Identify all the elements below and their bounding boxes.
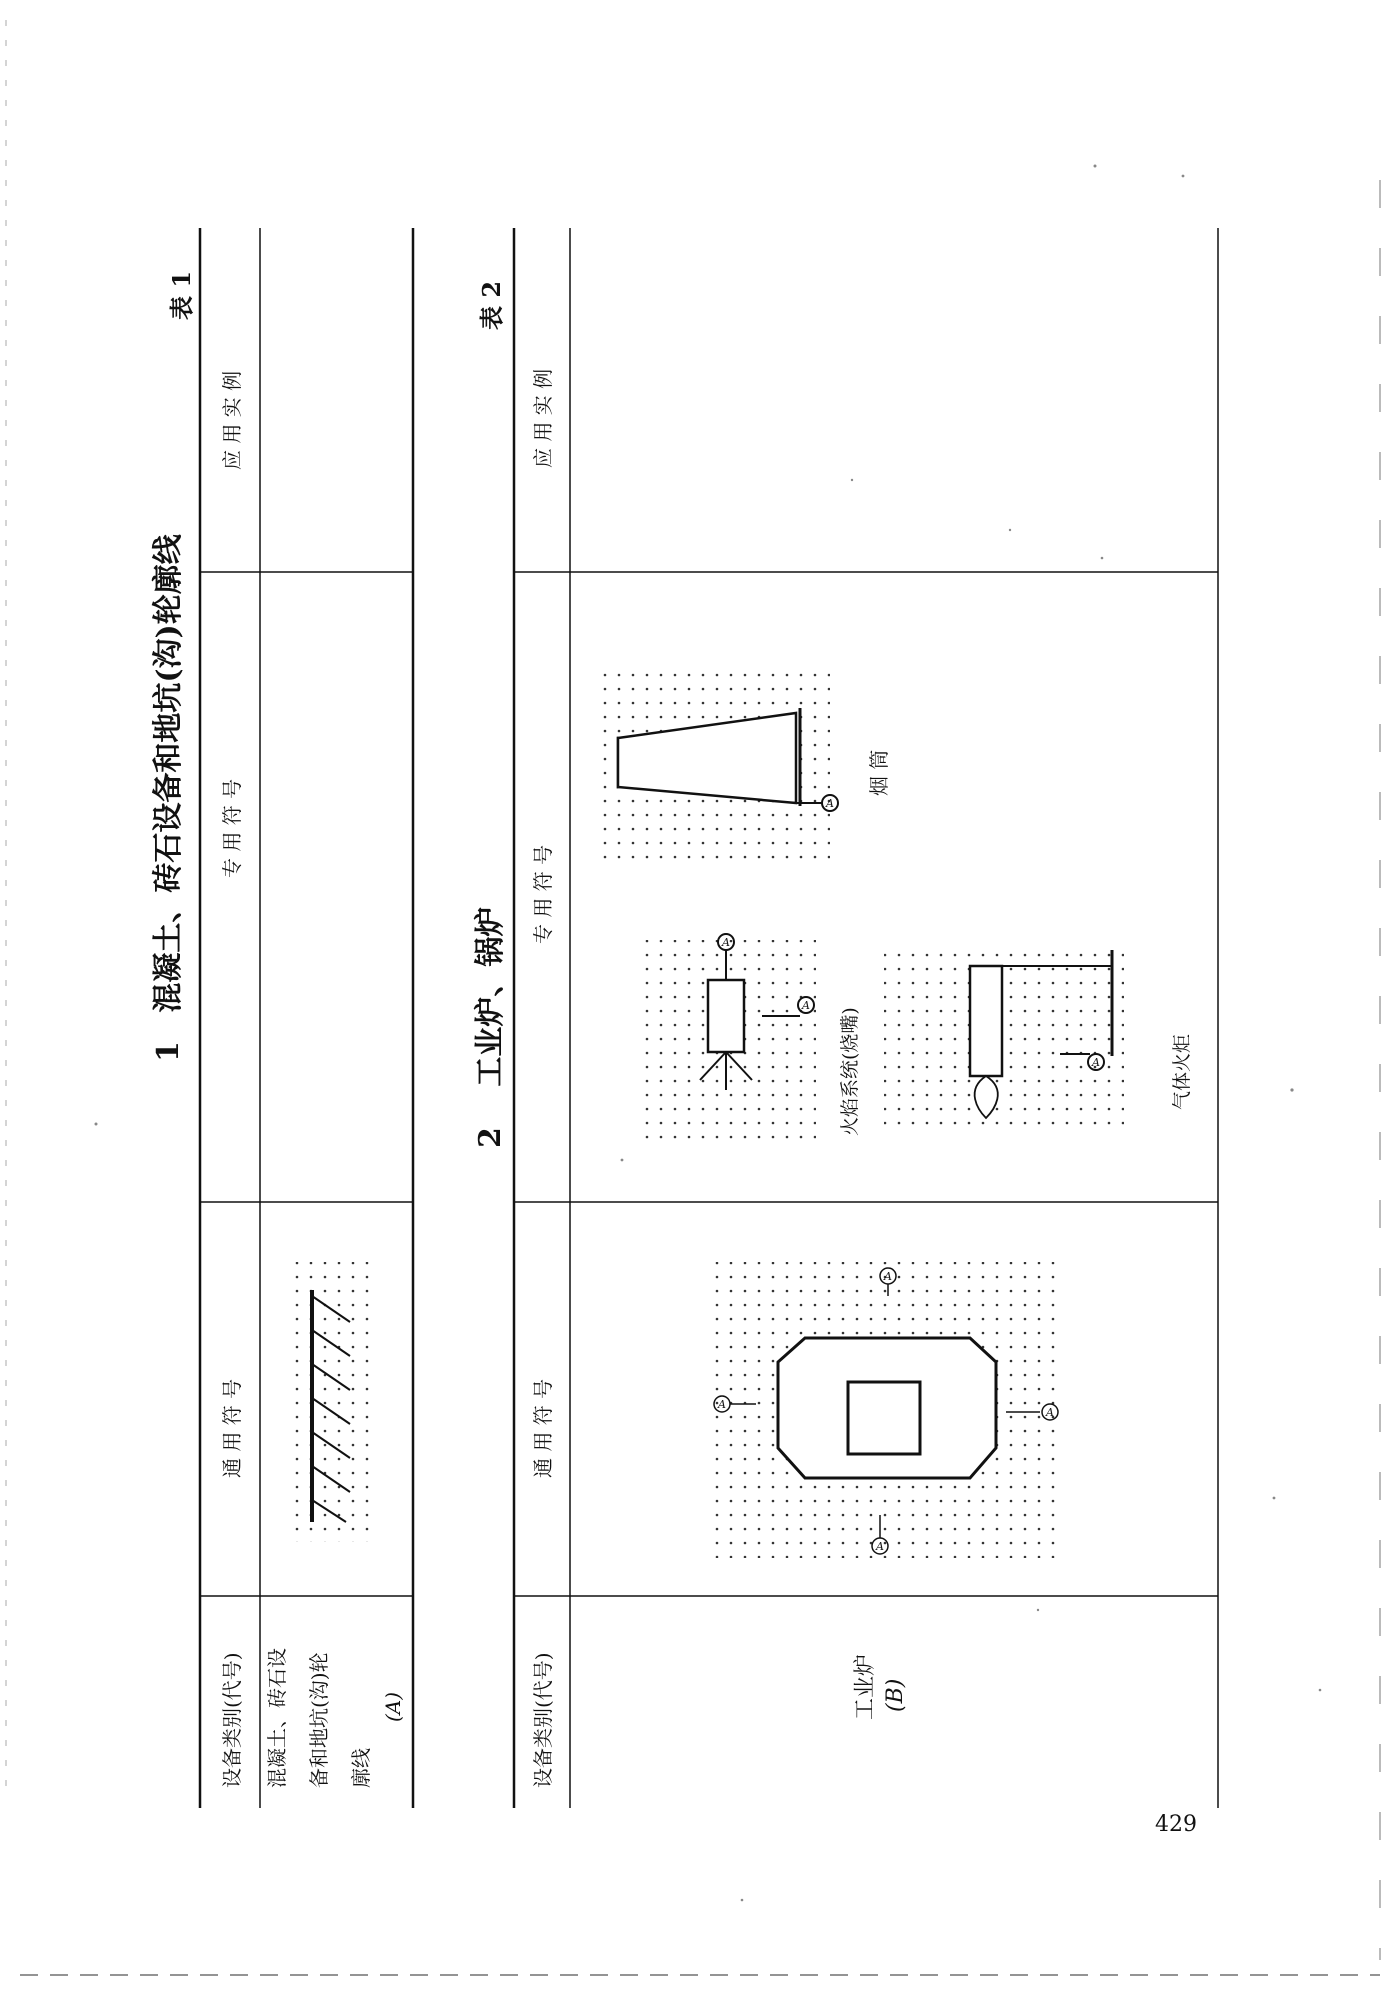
table-1-header-examples: 应 用 实 例 xyxy=(220,370,244,470)
marker-a-label: A xyxy=(718,1398,726,1411)
table-1-category-line-1: 混凝土、砖石设 xyxy=(265,1648,289,1788)
table-1-header-category: 设备类别(代号) xyxy=(220,1652,244,1788)
marker-a-label: A xyxy=(1046,1406,1054,1419)
chimney-symbol xyxy=(596,664,891,864)
table-1-category-line-2: 备和地坑(沟)轮 xyxy=(307,1652,331,1788)
table-2-header-special: 专 用 符 号 xyxy=(531,844,555,944)
table-1-label: 表 1 xyxy=(167,270,196,320)
table-1-header-general: 通 用 符 号 xyxy=(220,1378,244,1478)
gas-torch-label: 气体火炬 xyxy=(1171,1033,1193,1110)
gas-torch-symbol xyxy=(884,944,1193,1134)
table-1-category-line-3: 廓线 xyxy=(349,1748,373,1788)
section-2-number: 2 xyxy=(473,1127,508,1148)
section-1-number: 1 xyxy=(151,1041,186,1062)
marker-a-label: A xyxy=(876,1540,884,1553)
marker-a-label: A xyxy=(1092,1056,1100,1069)
svg-text:1 混凝土、砖石设备和地坑(沟)轮廓线 xyxy=(151,533,186,1062)
chimney-label: 烟 筒 xyxy=(867,749,891,796)
marker-a-label: A xyxy=(802,999,810,1012)
section-2-heading xyxy=(473,907,508,1148)
marker-a-label: A xyxy=(884,1270,892,1283)
flame-system-label: 火焰系统(烧嘴) xyxy=(839,1007,861,1136)
section-1-title: 混凝土、砖石设备和地坑(沟)轮廓线 xyxy=(151,534,186,1013)
industrial-furnace-symbol xyxy=(706,1262,1060,1558)
table-2-label: 表 2 xyxy=(477,280,506,330)
concrete-outline-symbol xyxy=(290,1262,370,1542)
section-2-title: 工业炉、锅炉 xyxy=(473,906,508,1087)
table-1-category-code: (A) xyxy=(381,1691,405,1722)
flame-system-symbol xyxy=(636,934,861,1140)
svg-text:2 工业炉、锅炉 xyxy=(473,907,508,1148)
section-1-heading xyxy=(151,533,186,1062)
table-2-header-category: 设备类别(代号) xyxy=(531,1652,555,1788)
table-2-header-general: 通 用 符 号 xyxy=(531,1378,555,1478)
table-2-category-code: (B) xyxy=(883,1678,908,1712)
table-2-category: 工业炉 xyxy=(853,1653,878,1720)
table-2-header-examples: 应 用 实 例 xyxy=(531,368,555,468)
marker-a-label: A xyxy=(826,797,834,810)
marker-a-label: A xyxy=(722,936,730,949)
table-1-header-special: 专 用 符 号 xyxy=(220,778,244,878)
page-number: 429 xyxy=(1155,1812,1197,1837)
